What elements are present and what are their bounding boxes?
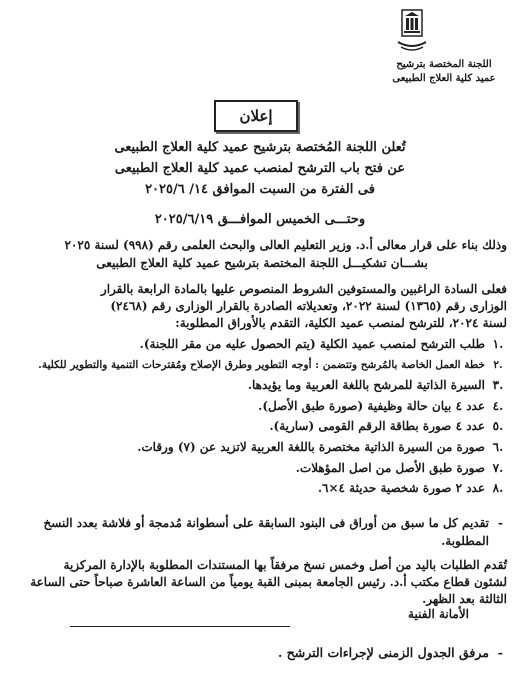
item-number: .٦ — [492, 439, 504, 454]
list-item — [0, 375, 504, 396]
intro-line-1: تُعلن اللجنة المُختصة بترشيح عميد كلية العلاج الطبيعى — [114, 140, 406, 155]
submission-note-line-2: المطلوبة. — [441, 534, 489, 548]
faculty-name: عميد كلية العلاج الطبيعى — [392, 73, 496, 84]
divider — [70, 626, 290, 627]
item-text: عدد ٢ صورة شخصية حديثة ٤×٦. — [317, 481, 485, 496]
delivery-line-1: تُقدم الطلبات باليد من أصل وخمس نسخ مرفقاً بها المستندات المطلوبة بالإدارة المركزية — [63, 558, 507, 572]
delivery-line-2: لشئون قطاع مكتب أ.د. رئيس الجامعة بمبنى القبة يومياً من الساعة العاشرة صباحاً حتى الساعة — [30, 575, 507, 589]
item-text: عدد ٤ صورة بطاقة الرقم القومى (سارية). — [269, 419, 485, 434]
requirements-line-1: فعلى السادة الراغبين والمستوفين الشروط المنصوص عليها بالمادة الرابعة بالقرار — [100, 282, 507, 296]
item-text: خطة العمل الخاصة بالمُرشح وتتضمن : أوجه التطوير وطرق الإصلاح ومُقترحات التنمية والتطوير للكلية. — [38, 358, 485, 371]
required-documents-list — [0, 334, 507, 499]
announcement-title-box: إعلان — [214, 100, 298, 132]
item-number: .٨ — [492, 481, 504, 496]
requirements-line-3: لسنة ٢٠٢٤، للترشح لمنصب عميد الكلية، التقدم بالأوراق المطلوبة: — [175, 316, 507, 330]
decision-line-2: بشـــان تشكيـــل اللجنة المختصة بترشيح عميد كلية العلاج الطبيعى — [96, 256, 428, 270]
list-item — [0, 437, 504, 458]
list-item — [0, 355, 503, 376]
list-item — [0, 458, 504, 479]
item-number: .٢ — [493, 358, 503, 371]
attachment-note — [27, 644, 507, 662]
submission-note-line-1: تقديم كل ما سبق من أوراق فى البنود السابقة على أسطوانة مُدمجة أو فلاشة بعدد النسخ — [43, 516, 489, 530]
item-number: .١ — [492, 337, 504, 351]
list-item — [0, 334, 504, 355]
period-start: فى الفترة من السبت الموافق ١٤/ ٢٠٢٥/٦ — [145, 182, 375, 197]
item-number: .٧ — [492, 460, 504, 475]
item-text: طلب الترشح لمنصب عميد الكلية (يتم الحصول عليه من مقر اللجنة). — [139, 337, 485, 351]
requirements-line-2: الوزارى رقم (١٣٦٥) لسنة ٢٠٢٢، وتعديلاته الصادرة بالقرار الوزارى رقم (٢٤٦٨) — [110, 299, 507, 313]
bullet-dash: - — [497, 645, 503, 660]
period-end: وحتـــى الخميس الموافـــق ٢٠٢٥/٦/١٩ — [154, 212, 366, 227]
delivery-line-3: الثالثة بعد الظهر. — [422, 592, 507, 606]
item-text: عدد ٤ بيان حالة وظيفية (صورة طبق الأصل). — [258, 398, 485, 413]
list-item — [0, 416, 504, 437]
intro-line-2: عن فتح باب الترشح لمنصب عميد كلية العلاج الطبيعى — [114, 161, 406, 176]
item-text: السيرة الذاتية للمرشح باللغة العربية وما يؤيدها. — [247, 378, 485, 393]
signature: الأمانة الفنية — [408, 607, 469, 621]
bullet-dash: - — [498, 516, 503, 530]
committee-name: اللجنة المختصة بترشيح — [396, 59, 492, 70]
item-number: .٥ — [492, 419, 504, 434]
attachment-text: مرفق الجدول الزمنى لإجراءات الترشح . — [277, 645, 489, 660]
item-text: صورة من السيرة الذاتية مختصرة باللغة العربية لاتزيد عن (٧) ورقات. — [137, 439, 485, 454]
list-item — [0, 478, 504, 499]
university-logo-icon — [395, 8, 429, 54]
list-item — [0, 396, 504, 417]
decision-line-1: وذلك بناء على قرار معالى أ.د. وزير التعليم العالى والبحث العلمى رقم (٩٩٨) لسنة ٢٠٢٥ — [64, 238, 507, 252]
item-number: .٣ — [492, 378, 504, 393]
item-text: صورة طبق الأصل من اصل المؤهلات. — [295, 460, 485, 475]
submission-note — [27, 514, 507, 550]
item-number: .٤ — [492, 398, 504, 413]
